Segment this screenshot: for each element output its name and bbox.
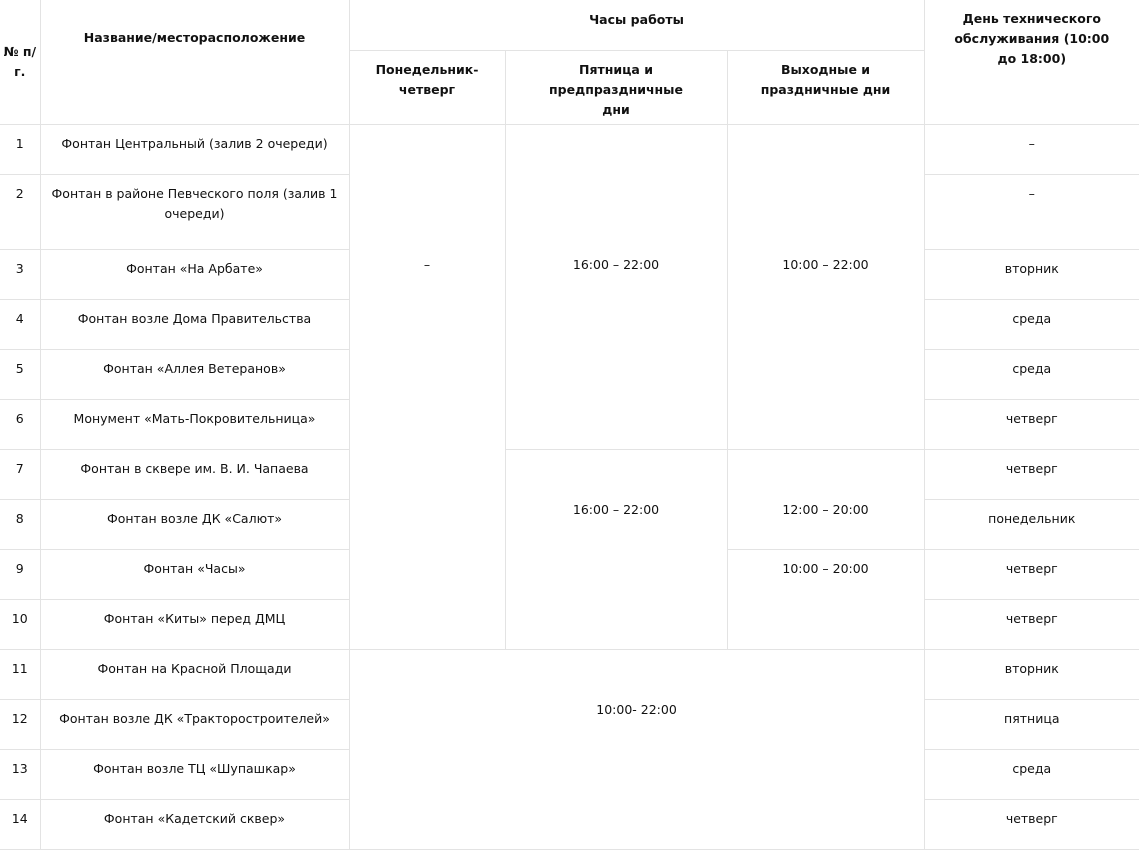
row-name: Фонтан в районе Певческого поля (залив 1 очереди) <box>40 174 349 249</box>
header-number <box>0 0 40 124</box>
row-name: Фонтан возле ДК «Тракторостроителей» <box>40 699 349 749</box>
header-fri-preholiday <box>505 50 727 124</box>
header-mon-thu-label: Понедельник-четверг <box>375 61 479 97</box>
row-maintenance: четверг <box>924 549 1139 599</box>
row-maintenance: четверг <box>924 399 1139 449</box>
fri-hours-7-10: 16:00 – 22:00 <box>505 449 727 649</box>
row-name: Фонтан «Аллея Ветеранов» <box>40 349 349 399</box>
header-weekend-holiday-label: Выходные и праздничные дни <box>760 61 891 97</box>
row-name: Монумент «Мать-Покровительница» <box>40 399 349 449</box>
weekend-hours-1-6: 10:00 – 22:00 <box>727 124 924 449</box>
header-name-label: Название/месторасположение <box>83 29 306 45</box>
header-maintenance-day <box>924 0 1139 124</box>
row-number: 6 <box>0 399 40 449</box>
row-maintenance: понедельник <box>924 499 1139 549</box>
row-maintenance: среда <box>924 349 1139 399</box>
row-name: Фонтан «Часы» <box>40 549 349 599</box>
table-row <box>0 649 1139 699</box>
weekend-hours-7-8: 12:00 – 20:00 <box>727 449 924 549</box>
row-maintenance: четверг <box>924 599 1139 649</box>
row-maintenance: четверг <box>924 799 1139 849</box>
weekend-hours-9-10: 10:00 – 20:00 <box>727 549 924 649</box>
row-name: Фонтан возле ДК «Салют» <box>40 499 349 549</box>
header-maintenance-label: День технического обслуживания (10:00 до 18:00) <box>954 11 1110 66</box>
header-working-hours <box>349 0 924 50</box>
row-number: 10 <box>0 599 40 649</box>
header-number-label: № п/г. <box>3 43 37 79</box>
row-maintenance: вторник <box>924 249 1139 299</box>
row-name: Фонтан на Красной Площади <box>40 649 349 699</box>
row-number: 2 <box>0 174 40 249</box>
row-maintenance: – <box>924 174 1139 249</box>
row-number: 4 <box>0 299 40 349</box>
row-number: 5 <box>0 349 40 399</box>
row-name: Фонтан «Кадетский сквер» <box>40 799 349 849</box>
row-maintenance: четверг <box>924 449 1139 499</box>
row-number: 9 <box>0 549 40 599</box>
header-working-hours-label: Часы работы <box>589 11 684 27</box>
row-number: 12 <box>0 699 40 749</box>
row-maintenance: пятница <box>924 699 1139 749</box>
row-number: 1 <box>0 124 40 174</box>
row-name: Фонтан в сквере им. В. И. Чапаева <box>40 449 349 499</box>
row-name: Фонтан возле Дома Правительства <box>40 299 349 349</box>
row-number: 3 <box>0 249 40 299</box>
header-fri-preholiday-label: Пятница и предпраздничные дни <box>549 61 683 117</box>
row-number: 14 <box>0 799 40 849</box>
row-name: Фонтан Центральный (залив 2 очереди) <box>40 124 349 174</box>
row-maintenance: среда <box>924 749 1139 799</box>
row-number: 11 <box>0 649 40 699</box>
table-row <box>0 124 1139 174</box>
row-number: 7 <box>0 449 40 499</box>
table-row <box>0 449 1139 499</box>
row-maintenance: среда <box>924 299 1139 349</box>
fri-hours-1-6: 16:00 – 22:00 <box>505 124 727 449</box>
row-name: Фонтан «На Арбате» <box>40 249 349 299</box>
row-number: 8 <box>0 499 40 549</box>
all-hours-11-14: 10:00- 22:00 <box>349 649 924 849</box>
mon-thu-hours-1-10: – <box>349 124 505 649</box>
header-weekend-holiday <box>727 50 924 124</box>
row-maintenance: вторник <box>924 649 1139 699</box>
row-name: Фонтан «Киты» перед ДМЦ <box>40 599 349 649</box>
row-name: Фонтан возле ТЦ «Шупашкар» <box>40 749 349 799</box>
row-number: 13 <box>0 749 40 799</box>
header-mon-thu <box>349 50 505 124</box>
row-maintenance: – <box>924 124 1139 174</box>
header-name <box>40 0 349 124</box>
